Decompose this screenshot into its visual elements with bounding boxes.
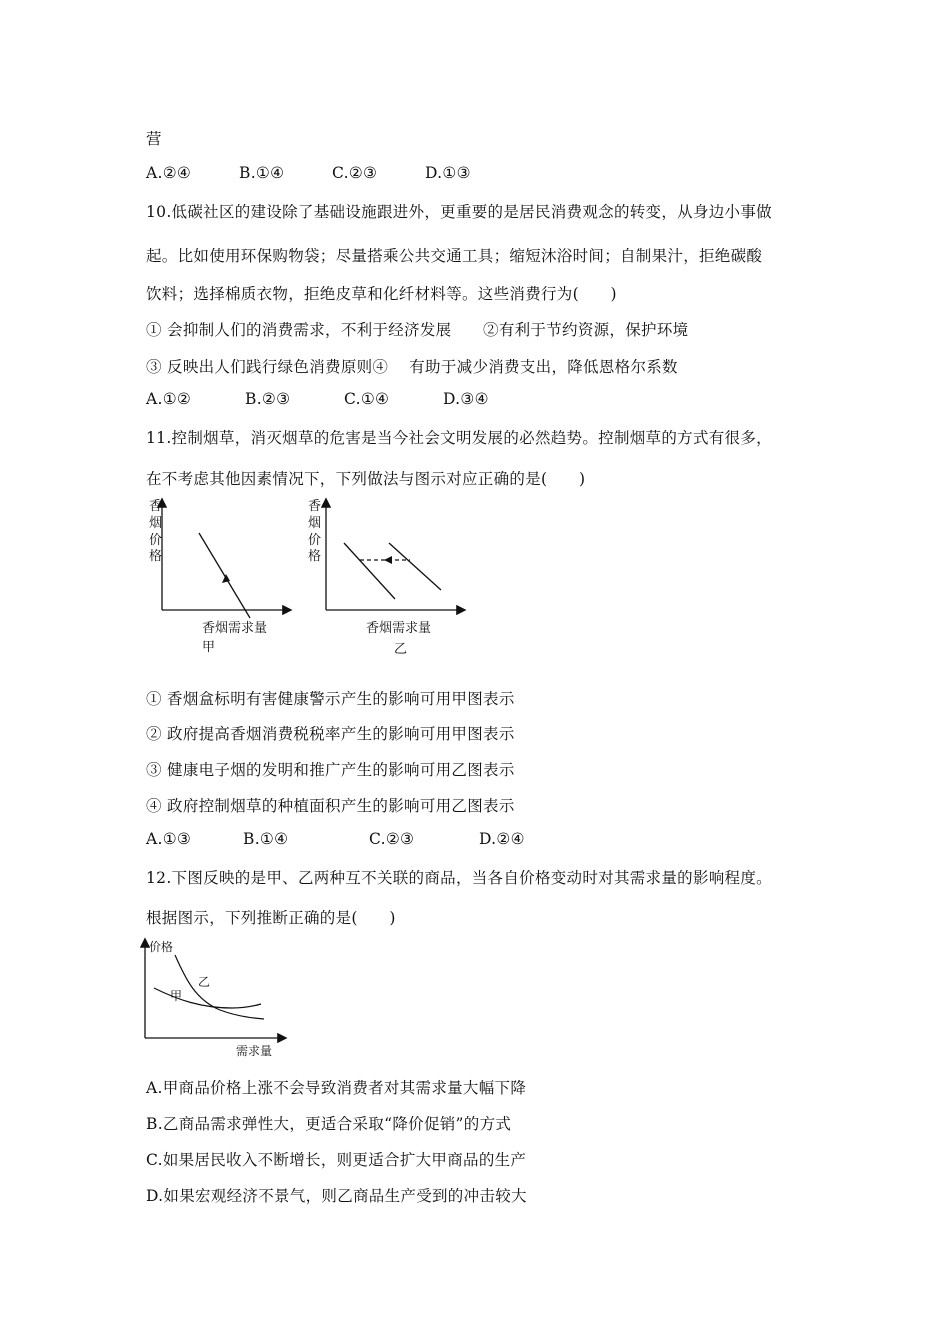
chart-jia-ylabel-char: 香: [149, 499, 163, 514]
q11-option-d[interactable]: D.②④: [479, 830, 525, 848]
q10-options: [146, 390, 489, 408]
q12-choice-d[interactable]: D.如果宏观经济不景气，则乙商品生产受到的冲击较大: [146, 1187, 527, 1205]
chart-price-demand-ylabel: 价格: [149, 940, 174, 954]
q12-choice-a[interactable]: A.甲商品价格上涨不会导致消费者对其需求量大幅下降: [146, 1079, 527, 1097]
chart-jia-ylabel-char: 价: [149, 533, 163, 548]
chart-series-yi-label: 乙: [198, 975, 211, 989]
chart-yi-ylabel-char: 香: [308, 499, 322, 514]
chart-jia: [140, 496, 300, 656]
chart-yi-ylabel-char: 烟: [308, 516, 322, 531]
q11-statement-3: ③ 健康电子烟的发明和推广产生的影响可用乙图表示: [146, 761, 515, 779]
q12-stem-line-1: 12.下图反映的是甲、乙两种互不关联的商品，当各自价格变动时对其需求量的影响程度。: [146, 869, 772, 887]
q9-option-d[interactable]: D.①③: [425, 164, 471, 182]
chart-price-demand-xlabel: 需求量: [236, 1044, 273, 1058]
q9-option-c[interactable]: C.②③: [332, 164, 378, 182]
q10-stem-line-2: 起。比如使用环保购物袋；尽量搭乘公共交通工具；缩短沐浴时间；自制果汁，拒绝碳酸: [146, 247, 763, 265]
q9-option-b[interactable]: B.①④: [239, 164, 285, 182]
chart-jia-demand-curve: [199, 533, 250, 618]
q11-option-c[interactable]: C.②③: [369, 830, 415, 848]
chart-jia-xlabel: 香烟需求量: [202, 621, 268, 636]
q10-stem-line-1: 10.低碳社区的建设除了基础设施跟进外，更重要的是居民消费观念的转变，从身边小事做: [146, 203, 772, 221]
chart-yi-shift-arrowhead: [384, 556, 392, 564]
chart-jia-title: 甲: [202, 640, 216, 655]
chart-jia-ylabel-char: 烟: [149, 516, 163, 531]
chart-series-yi-curve: [175, 955, 264, 1019]
chart-yi-xlabel: 香烟需求量: [366, 621, 432, 636]
q12-choice-c[interactable]: C.如果居民收入不断增长，则更适合扩大甲商品的生产: [146, 1151, 527, 1169]
q9-option-a[interactable]: A.②④: [146, 164, 192, 182]
chart-jia-ylabel-char: 格: [149, 549, 163, 564]
q11-options: [146, 830, 525, 848]
q10-option-d[interactable]: D.③④: [443, 390, 489, 408]
q12-choice-b[interactable]: B.乙商品需求弹性大，更适合采取“降价促销”的方式: [146, 1115, 512, 1133]
q11-option-b[interactable]: B.①④: [243, 830, 289, 848]
q11-stem-line-1: 11.控制烟草，消灭烟草的危害是当今社会文明发展的必然趋势。控制烟草的方式有很多，: [146, 429, 772, 447]
q11-option-a[interactable]: A.①③: [146, 830, 192, 848]
q10-option-c[interactable]: C.①④: [344, 390, 390, 408]
q11-stem-line-2: 在不考虑其他因素情况下，下列做法与图示对应正确的是( ): [146, 470, 586, 488]
chart-yi-demand-curve-2: [389, 543, 441, 590]
q9-options: [146, 164, 471, 182]
q10-option-b[interactable]: B.②③: [245, 390, 291, 408]
chart-yi-ylabel: [308, 499, 321, 564]
chart-series-jia-label: 甲: [170, 989, 183, 1003]
q12-stem-line-2: 根据图示，下列推断正确的是( ): [146, 909, 396, 927]
q10-statement-2: ③ 反映出人们践行绿色消费原则④ 有助于减少消费支出，降低恩格尔系数: [146, 358, 678, 376]
q11-statement-2: ② 政府提高香烟消费税税率产生的影响可用甲图表示: [146, 725, 515, 743]
q10-statement-1: ① 会抑制人们的消费需求，不利于经济发展 ②有利于节约资源，保护环境: [146, 321, 689, 339]
chart-yi-ylabel-char: 价: [308, 533, 322, 548]
chart-jia-ylabel: [149, 499, 162, 564]
chart-yi-ylabel-char: 格: [308, 549, 322, 564]
q10-stem-line-3: 饮料；选择棉质衣物，拒绝皮草和化纤材料等。这些消费行为( ): [146, 285, 617, 303]
chart-yi: [304, 496, 474, 661]
chart-yi-title: 乙: [394, 642, 408, 657]
q9-tail: 营: [146, 130, 162, 148]
q10-option-a[interactable]: A.①②: [146, 390, 192, 408]
q11-statement-1: ① 香烟盒标明有害健康警示产生的影响可用甲图表示: [146, 690, 515, 708]
q11-statement-4: ④ 政府控制烟草的种植面积产生的影响可用乙图表示: [146, 797, 515, 815]
chart-price-demand: [140, 938, 290, 1060]
chart-yi-demand-curve-1: [344, 543, 395, 599]
